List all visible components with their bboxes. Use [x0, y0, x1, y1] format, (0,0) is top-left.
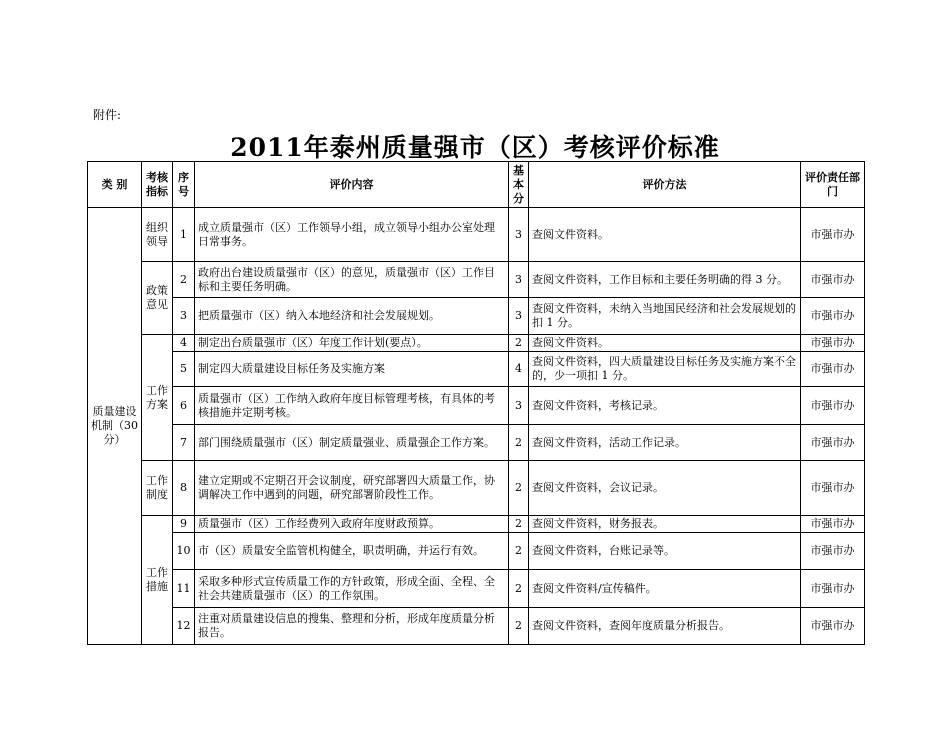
table-row	[88, 208, 865, 262]
row-score: 2	[509, 533, 529, 570]
row-method: 查阅文件资料，活动工作记录。	[529, 425, 801, 461]
row-content: 市（区）质量安全监管机构健全，职责明确，并运行有效。	[195, 533, 509, 570]
row-method: 查阅文件资料，四大质量建设目标任务及实施方案不全的，少一项扣 1 分。	[529, 352, 801, 387]
row-content: 采取多种形式宣传质量工作的方针政策，形成全面、全程、全社会共建质量强市（区）的工作氛围。	[195, 570, 509, 608]
row-content: 部门围绕质量强市（区）制定质量强业、质量强企工作方案。	[195, 425, 509, 461]
category-cell: 质量建设机制（30分）	[88, 208, 142, 645]
row-content: 注重对质量建设信息的搜集、整理和分析，形成年度质量分析报告。	[195, 608, 509, 645]
row-method: 查阅文件资料，考核记录。	[529, 387, 801, 425]
row-dept: 市强市办	[801, 608, 865, 645]
subgroup-measures: 工作措施	[142, 516, 173, 645]
table-row	[88, 461, 865, 516]
row-method: 查阅文件资料，会议记录。	[529, 461, 801, 516]
subgroup-org: 组织领导	[142, 208, 173, 262]
row-dept: 市强市办	[801, 298, 865, 335]
row-score: 3	[509, 387, 529, 425]
row-dept: 市强市办	[801, 208, 865, 262]
row-dept: 市强市办	[801, 387, 865, 425]
row-no: 12	[173, 608, 195, 645]
row-no: 8	[173, 461, 195, 516]
row-no: 4	[173, 335, 195, 352]
row-content: 建立定期或不定期召开会议制度，研究部署四大质量工作，协调解决工作中遇到的问题，研究部署阶段性工作。	[195, 461, 509, 516]
subgroup-policy: 政策意见	[142, 262, 173, 335]
row-method: 查阅文件资料。	[529, 335, 801, 352]
row-no: 11	[173, 570, 195, 608]
row-no: 1	[173, 208, 195, 262]
header-seq: 序号	[173, 162, 195, 208]
header-row	[88, 162, 865, 208]
row-dept: 市强市办	[801, 516, 865, 533]
row-dept: 市强市办	[801, 335, 865, 352]
row-content: 制定四大质量建设目标任务及实施方案	[195, 352, 509, 387]
table-row	[88, 533, 865, 570]
row-method: 查阅文件资料。	[529, 208, 801, 262]
row-method: 查阅文件资料/宣传稿件。	[529, 570, 801, 608]
row-method: 查阅文件资料，台账记录等。	[529, 533, 801, 570]
header-category: 类 别	[88, 162, 142, 208]
header-dept: 评价责任部门	[801, 162, 865, 208]
row-content: 制定出台质量强市（区）年度工作计划(要点）。	[195, 335, 509, 352]
row-dept: 市强市办	[801, 533, 865, 570]
table-row	[88, 387, 865, 425]
table-row	[88, 516, 865, 533]
row-dept: 市强市办	[801, 570, 865, 608]
row-dept: 市强市办	[801, 262, 865, 298]
row-score: 3	[509, 262, 529, 298]
row-score: 3	[509, 298, 529, 335]
header-base-score: 基本分	[509, 162, 529, 208]
row-score: 2	[509, 608, 529, 645]
row-dept: 市强市办	[801, 461, 865, 516]
evaluation-table	[87, 161, 865, 645]
table-row	[88, 262, 865, 298]
row-content: 成立质量强市（区）工作领导小组，成立领导小组办公室处理日常事务。	[195, 208, 509, 262]
row-score: 2	[509, 516, 529, 533]
row-content: 政府出台建设质量强市（区）的意见，质量强市（区）工作目标和主要任务明确。	[195, 262, 509, 298]
row-score: 2	[509, 570, 529, 608]
table-row	[88, 570, 865, 608]
row-score: 3	[509, 208, 529, 262]
table-row	[88, 608, 865, 645]
subgroup-system: 工作制度	[142, 461, 173, 516]
row-score: 2	[509, 425, 529, 461]
row-no: 7	[173, 425, 195, 461]
header-method: 评价方法	[529, 162, 801, 208]
row-no: 6	[173, 387, 195, 425]
header-content: 评价内容	[195, 162, 509, 208]
table-row	[88, 298, 865, 335]
row-score: 2	[509, 461, 529, 516]
row-no: 10	[173, 533, 195, 570]
row-score: 2	[509, 335, 529, 352]
subgroup-plan: 工作方案	[142, 335, 173, 461]
row-dept: 市强市办	[801, 425, 865, 461]
row-method: 查阅文件资料，工作目标和主要任务明确的得 3 分。	[529, 262, 801, 298]
table-row	[88, 335, 865, 352]
row-content: 把质量强市（区）纳入本地经济和社会发展规划。	[195, 298, 509, 335]
row-dept: 市强市办	[801, 352, 865, 387]
row-no: 3	[173, 298, 195, 335]
header-indicator: 考核指标	[142, 162, 173, 208]
row-no: 2	[173, 262, 195, 298]
row-method: 查阅文件资料，查阅年度质量分析报告。	[529, 608, 801, 645]
table-row	[88, 352, 865, 387]
document-title: 2011年泰州质量强市（区）考核评价标准	[230, 133, 720, 162]
row-no: 9	[173, 516, 195, 533]
row-content: 质量强市（区）工作纳入政府年度目标管理考核，有具体的考核措施并定期考核。	[195, 387, 509, 425]
row-no: 5	[173, 352, 195, 387]
row-method: 查阅文件资料，财务报表。	[529, 516, 801, 533]
table-row	[88, 425, 865, 461]
row-method: 查阅文件资料，未纳入当地国民经济和社会发展规划的扣 1 分。	[529, 298, 801, 335]
row-content: 质量强市（区）工作经费列入政府年度财政预算。	[195, 516, 509, 533]
attachment-label: 附件:	[93, 108, 122, 122]
row-score: 4	[509, 352, 529, 387]
